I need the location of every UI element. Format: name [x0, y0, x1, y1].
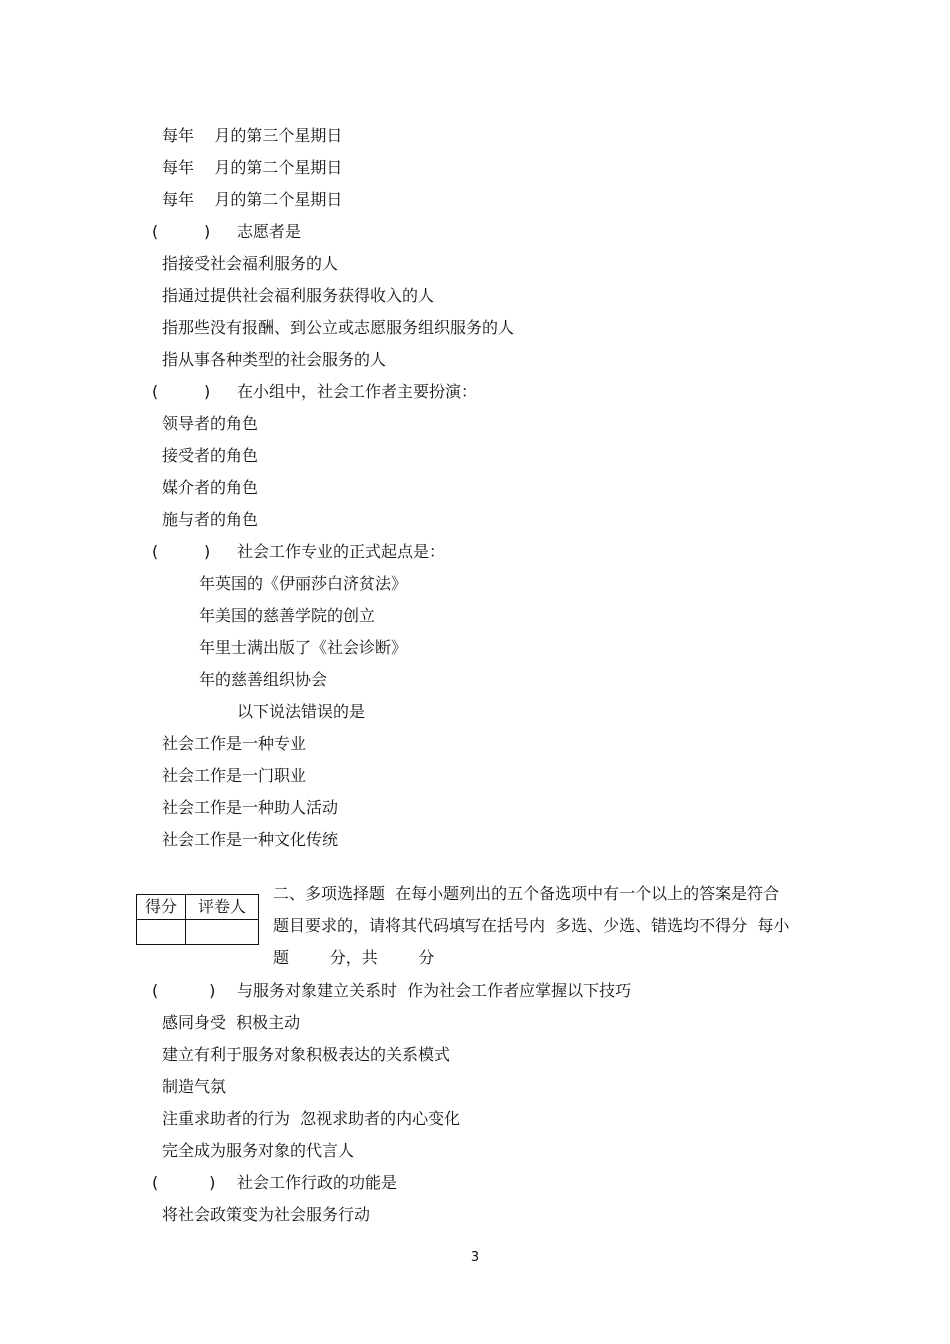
option-line: 年英国的《伊丽莎白济贫法》 [199, 574, 408, 593]
question-stem: 社会工作专业的正式起点是： [237, 542, 446, 561]
grader-header: 评卷人 [186, 895, 259, 920]
option-line: 施与者的角色 [162, 510, 259, 529]
option-line: 每年 月的第三个星期日 [162, 126, 343, 145]
answer-paren: ( ) [152, 542, 211, 561]
answer-paren: ( ) [152, 222, 211, 241]
page-number: 3 [470, 1250, 480, 1265]
question-stem: 志愿者是 [237, 222, 302, 241]
option-line: 指那些没有报酬、到公立或志愿服务组织服务的人 [162, 318, 515, 337]
answer-paren: ( ) [152, 981, 216, 1000]
option-line: 年里士满出版了《社会诊断》 [199, 638, 408, 657]
score-table [136, 894, 259, 945]
option-line: 每年 月的第二个星期日 [162, 158, 343, 177]
option-line: 社会工作是一种专业 [162, 734, 307, 753]
option-line: 指接受社会福利服务的人 [162, 254, 339, 273]
option-line: 社会工作是一种助人活动 [162, 798, 339, 817]
option-line: 媒介者的角色 [162, 478, 259, 497]
score-header: 得分 [137, 895, 186, 920]
section-heading: 题 分，共 分 [273, 948, 435, 967]
grader-cell[interactable] [186, 920, 259, 945]
option-line: 社会工作是一种文化传统 [162, 830, 339, 849]
option-line: 指从事各种类型的社会服务的人 [162, 350, 387, 369]
option-line: 指通过提供社会福利服务获得收入的人 [162, 286, 435, 305]
answer-paren: ( ) [152, 382, 211, 401]
question-stem: 以下说法错误的是 [237, 702, 366, 721]
score-cell[interactable] [137, 920, 186, 945]
question-stem: 在小组中，社会工作者主要扮演： [237, 382, 478, 401]
option-line: 接受者的角色 [162, 446, 259, 465]
question-stem: 与服务对象建立关系时 作为社会工作者应掌握以下技巧 [237, 981, 632, 1000]
question-stem: 社会工作行政的功能是 [237, 1173, 398, 1192]
option-line: 感同身受 积极主动 [162, 1013, 301, 1032]
option-line: 年美国的慈善学院的创立 [199, 606, 376, 625]
option-line: 社会工作是一门职业 [162, 766, 307, 785]
option-line: 制造气氛 [162, 1077, 227, 1096]
option-line: 完全成为服务对象的代言人 [162, 1141, 355, 1160]
option-line: 年的慈善组织协会 [199, 670, 328, 689]
option-line: 将社会政策变为社会服务行动 [162, 1205, 371, 1224]
option-line: 每年 月的第二个星期日 [162, 190, 343, 209]
option-line: 领导者的角色 [162, 414, 259, 433]
option-line: 建立有利于服务对象积极表达的关系模式 [162, 1045, 451, 1064]
section-heading: 二、多项选择题 在每小题列出的五个备选项中有一个以上的答案是符合 [273, 884, 780, 903]
option-line: 注重求助者的行为 忽视求助者的内心变化 [162, 1109, 461, 1128]
section-heading: 题目要求的，请将其代码填写在括号内 多选、少选、错选均不得分 每小 [273, 916, 790, 935]
answer-paren: ( ) [152, 1173, 216, 1192]
